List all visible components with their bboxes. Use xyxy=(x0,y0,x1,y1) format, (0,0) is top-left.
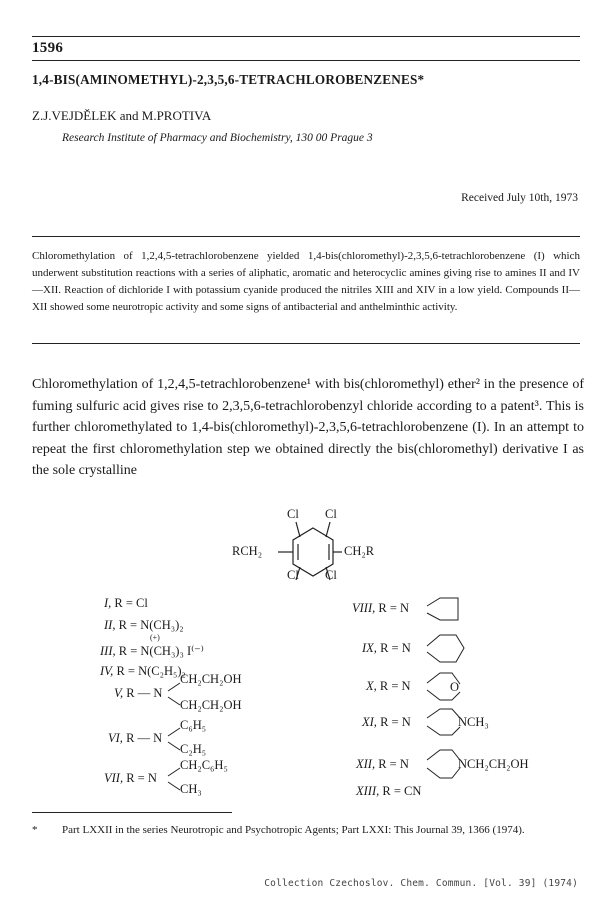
compound-label: II, xyxy=(104,618,116,632)
footnote-text: Part LXXII in the series Neurotropic and Psychotropic Agents; Part LXXI: This Journal 39, 1366 (1974). xyxy=(62,824,525,836)
compound-r: R = N xyxy=(379,679,411,693)
compound-vi xyxy=(108,731,162,746)
compound-iii xyxy=(100,643,204,659)
compound-label: IV, xyxy=(100,664,114,678)
charge-plus: (+) xyxy=(150,633,160,642)
authors: Z.J.VEJDĚLEK and M.PROTIVA xyxy=(32,108,212,123)
compound-xiii xyxy=(356,784,421,799)
compound-r: R = N xyxy=(126,771,157,785)
core-right-group: CH₂R xyxy=(344,544,375,558)
footnote-marker: * xyxy=(32,824,38,836)
compound-vi-branch-bottom: C₂H₅ xyxy=(180,742,207,756)
abstract: Chloromethylation of 1,2,4,5-tetrachlorobenzene yielded 1,4-bis(chloromethyl)-2,3,5,6-tetrachlorobenzene (I) which underwent substitution reactions with a series of aliphatic, aromatic and heterocyclic amines giving rise to amines II and IV—XII. Reaction of dichloride I with potassium cyanide produced the nitriles XIII and XIV in a low yield. Compounds II—XII showed some neurotropic activity and some signs of antibacterial and anthelminthic activity. xyxy=(32,250,580,313)
compound-r: R = N xyxy=(378,601,410,615)
core-cl-bottom-left: Cl xyxy=(287,568,299,582)
compound-vii-branch-top: CH₂C₆H₅ xyxy=(180,758,228,772)
compound-xii-ring-atom: NCH₂CH₂OH xyxy=(458,757,529,771)
compound-r: R = Cl xyxy=(114,596,148,610)
compound-label: III, xyxy=(100,644,116,658)
compound-x-ring-atom: O xyxy=(450,680,460,694)
compound-r: R = N(CH₃)₂ xyxy=(118,618,184,632)
received-date: Received July 10th, 1973 xyxy=(461,192,578,204)
compound-xi-ring-atom: NCH₃ xyxy=(458,715,489,729)
compound-vii xyxy=(104,771,157,786)
compound-r: R = CN xyxy=(382,784,422,798)
article-title: 1,4-BIS(AMINOMETHYL)-2,3,5,6-TETRACHLOROBENZENES* xyxy=(32,72,425,87)
compound-label: XI, xyxy=(362,715,377,729)
compound-label: IX, xyxy=(362,641,377,655)
compound-label: XII, xyxy=(356,757,376,771)
compound-r: R = N xyxy=(378,757,409,771)
compound-v xyxy=(114,686,162,701)
piperazine-ring-top xyxy=(427,709,460,718)
compound-vii-branch-bottom: CH₃ xyxy=(180,782,202,796)
core-cl-top-left: Cl xyxy=(287,507,299,521)
compound-label: X, xyxy=(366,679,377,693)
footnote-rule xyxy=(32,812,232,813)
compound-r: R = N xyxy=(380,641,411,655)
pyrrolidine-ring xyxy=(427,598,458,620)
compound-label: XIII, xyxy=(356,784,380,798)
journal-footer: Collection Czechoslov. Chem. Commun. [Vol. 39] (1974) xyxy=(264,878,578,889)
footnote xyxy=(32,822,580,839)
compound-ix xyxy=(362,641,411,656)
compound-iv xyxy=(100,664,186,679)
piperazine-ring-bottom xyxy=(427,726,460,735)
affiliation: Research Institute of Pharmacy and Biochemistry, 130 00 Prague 3 xyxy=(62,132,373,144)
piperazine2-ring-top xyxy=(427,750,460,760)
core-left-group: RCH₂ xyxy=(232,544,263,558)
compound-r: R — N xyxy=(126,731,163,745)
compound-label: VII, xyxy=(104,771,124,785)
piperazine2-ring-bottom xyxy=(427,768,460,778)
compound-r: R = N(CH₃)₃ I⁽⁻⁾ xyxy=(118,644,204,658)
body-paragraph: Chloromethylation of 1,2,4,5-tetrachlorobenzene¹ with bis(chloromethyl) ether² in the presence of fuming sulfuric acid gives rise to 2,3,5,6-tetrachlorobenzyl chloride according to a patent³. This is further chloromethylated to 1,4-bis(chloromethyl)-2,3,5,6-tetrachlorobenzene (I). In an attempt to repeat the first chloromethylation step we obtained directly the bis(chloromethyl) derivative I as the sole crystalline xyxy=(32,377,584,478)
compound-v-branch-bottom: CH₂CH₂OH xyxy=(180,698,242,712)
compound-r: R = N(C₂H₅)₂ xyxy=(116,664,186,678)
compound-label: VIII, xyxy=(352,601,376,615)
compound-v-branch-top: CH₂CH₂OH xyxy=(180,672,242,686)
piperidine-ring xyxy=(427,635,464,662)
page-number: 1596 xyxy=(32,40,64,56)
compound-xii xyxy=(356,757,409,772)
compound-vi-branch-top: C₆H₅ xyxy=(180,718,207,732)
compound-r: R = N xyxy=(380,715,411,729)
compound-label: V, xyxy=(114,686,124,700)
compound-r: R — N xyxy=(126,686,163,700)
compound-label: I, xyxy=(104,596,112,610)
compound-x xyxy=(366,679,411,694)
compound-ii xyxy=(104,618,184,633)
compound-viii xyxy=(352,601,409,616)
compound-xi xyxy=(362,715,411,730)
core-cl-bottom-right: Cl xyxy=(325,568,337,582)
compound-label: VI, xyxy=(108,731,123,745)
compound-i xyxy=(104,596,148,611)
core-cl-top-right: Cl xyxy=(325,507,337,521)
